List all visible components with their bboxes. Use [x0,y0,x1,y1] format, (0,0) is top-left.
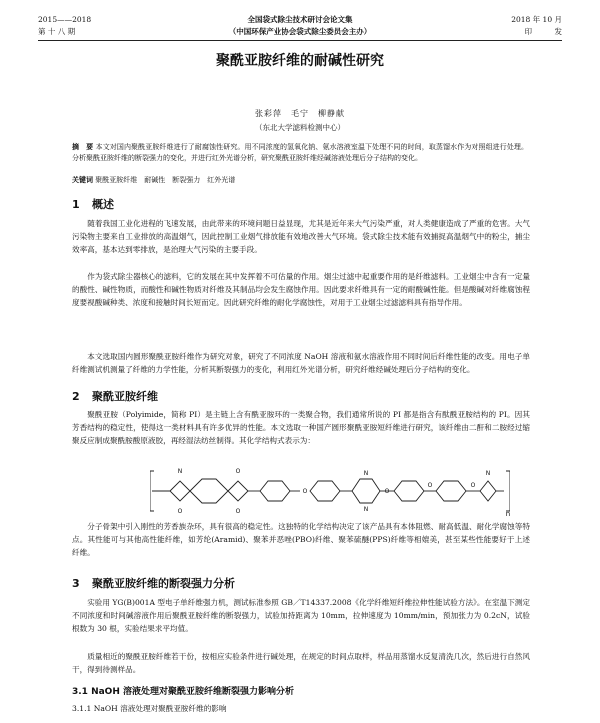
paragraph-2: 作为袋式除尘器核心的滤料，它的发展在其中发挥着不可估量的作用。烟尘过滤中起重要作用的是纤维滤料。工业烟尘中含有一定量的酸性、碱性物质，而酸性和碱性物质对纤维及其制品均会发生腐蚀作用。因此要求纤维具有一定的耐酸碱性能。但是酸碱对纤维腐蚀程度要视酸碱种类、浓度和接触时间长短而定。因此研究纤维的耐化学腐蚀性，对用于工业烟尘过滤滤料具有指导作用。 [72,272,530,308]
abstract [72,142,528,164]
abstract-text: 本文对国内聚酰亚胺纤维进行了耐腐蚀性研究。用不同浓度的氢氧化钠、氨水溶液室温下处理不同的时间，取蒸馏水作为对照组进行处理。分析聚酰亚胺纤维的断裂强力的变化，并进行红外光谱分析，研究聚酰亚胺纤维经碱溶液处理后分子结构的变化。 [72,143,529,162]
section-heading-2 [72,388,158,404]
section-heading-1 [72,196,114,212]
chem-atom-11: O [470,482,476,489]
header-organizer: （中国环保产业协会袋式除尘委员会主办） [228,27,372,36]
header-printed: 印 发 [524,27,562,36]
paragraph-4: 聚酰亚胺（Polyimide，简称 PI）是主链上含有酰亚胺环的一类聚合物，我们通常所说的 PI 都是指含有酞酰亚胺结构的 PI。因其芳香结构的稳定性，使得这一类材料具有许多优异的性能。本文选取一种国产圆形聚酰亚胺短纤维进行研究，该纤维由二酐和二胺经过缩聚反应制成聚酰胺酸原液胶，再经湿法纺丝制得。其化学结构式表示为： [72,410,530,446]
polyimide-structure-diagram [150,465,510,517]
section-3-title: 聚酰亚胺纤维的断裂强力分析 [92,577,235,590]
chem-atom-8: N [363,506,369,513]
header-year-range: 2015——2018 [38,15,92,24]
paper-affiliation: （东北大学滤料检测中心） [255,123,345,132]
keywords-text: 聚酰亚胺纤维 耐碱性 断裂强力 红外光谱 [95,176,236,184]
chem-atom-10: O [427,482,433,489]
chem-atom-4: O [235,508,241,515]
header-rule [38,40,562,41]
paragraph-3: 本文选取国内圆形聚酰亚胺纤维作为研究对象，研究了不同浓度 NaOH 溶液和氨水溶液作用不同时间后纤维性能的改变。用电子单纤维测试机测量了纤维的力学性能，分析其断裂强力的变化，利用红外光谱分析，研究纤维经碱处理后分子结构的变化。 [72,352,530,375]
header-date: 2018 年 10 月 [511,15,562,24]
abstract-label: 摘 要 [72,143,94,151]
header-center [38,14,562,38]
subsection-heading-3-1-1: 3.1.1 NaOH 溶液处理对聚酰亚胺纤维的影响 [72,704,227,713]
chem-atom-1: N [177,468,183,475]
section-heading-3 [72,575,235,591]
section-1-number: 1 [72,198,80,211]
paragraph-7: 质量相近的聚酰亚胺纤维若干份，按相应实验条件进行碱处理，在规定的时间点取样，样品用蒸馏水反复清洗几次，然后进行自然风干，得到待测样品。 [72,652,530,675]
chem-atom-6: O [384,488,390,495]
paper-title: 聚酰亚胺纤维的耐碱性研究 [216,53,384,69]
chem-atom-9: N [485,470,491,477]
chem-atom-3: O [177,508,183,515]
keywords [72,175,528,186]
paper-authors: 张彩萍 毛宁 柳静献 [255,109,345,118]
chem-atom-7: N [363,470,369,477]
paragraph-5: 分子骨架中引入刚性的芳香族杂环，具有很高的稳定性。这独特的化学结构决定了该产品具有本体阻燃、耐高低温、耐化学腐蚀等特点。其性能可与其他高性能纤维，如芳纶(Aramid)、聚苯并恶唑(PBO)纤维、聚苯硫醚(PPS)纤维等相媲美，甚至某些性能要好于上述纤维。 [72,522,530,558]
header-proceedings-title: 全国袋式除尘技术研讨会论文集 [247,15,353,24]
chem-atom-5: O [302,488,308,495]
chem-repeat-n: n [505,510,510,517]
paragraph-1: 随着我国工业化进程的飞速发展，由此带来的环境问题日益显现，尤其是近年来大气污染严重，对人类健康造成了严重的危害。大气污染物主要来自工业排放的高温烟气，因此控制工业烟气排放能有效地改善大气环境。袋式除尘技术能有效捕捉高温烟气中的粉尘，捕尘效率高，基本达到零排放，是治理大气污染的主要手段。 [72,219,530,255]
subsection-heading-3-1: 3.1 NaOH 溶液处理对聚酰亚胺纤维断裂强力影响分析 [72,687,294,697]
section-1-title: 概述 [92,198,114,211]
header-right [511,14,562,38]
paragraph-6: 实验用 YG(B)001A 型电子单纤维强力机，测试标准参照 GB／T14337.2008《化学纤维短纤维拉伸性能试验方法》。在室温下测定不同浓度和时间碱溶液作用后聚酰亚胺纤维的断裂强力，试验加持距离为 10mm，拉伸速度为 10mm/min，预加张力为 0.2cN，试验根数为 30 根，实验结果求平均值。 [72,598,530,634]
section-3-number: 3 [72,577,80,590]
chem-atom-2: O [235,468,241,475]
header-issue: 第 十 八 期 [38,27,76,36]
keywords-label: 关键词 [72,176,93,184]
section-2-title: 聚酰亚胺纤维 [92,390,158,403]
section-2-number: 2 [72,390,80,403]
